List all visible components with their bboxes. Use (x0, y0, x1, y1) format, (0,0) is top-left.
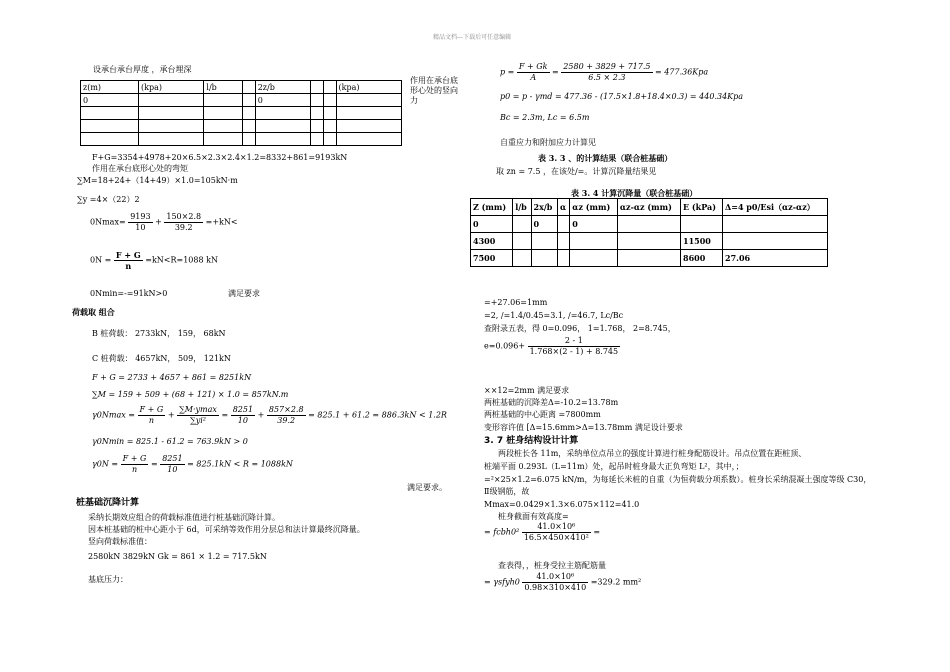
paragraph-line: 因本桩基础的桩中心距小于 6d，可采纳等效作用分层总和法计算最终沉降量。 (88, 525, 365, 534)
table-cell: 0 (81, 94, 139, 107)
numerator: F + G (115, 250, 141, 260)
paragraph-line: 查表得，，桩身受拉主筋配筋量 (498, 561, 606, 570)
table-cell (531, 250, 557, 267)
table-cell (723, 216, 828, 233)
b-pile-load (92, 329, 226, 339)
fraction (128, 212, 152, 233)
load-combination: 荷载取 组合 (72, 307, 115, 317)
table-cell (513, 233, 531, 250)
n-max-equation: 0Nmax= $\frac{9193}{10}$ + $\frac{150\times 2.8}{39.2}$ =+kN< (90, 212, 238, 232)
stress-table (80, 80, 402, 146)
denominator: 0.98×310×410 (524, 583, 587, 592)
numerator: 2580 + 3829 + 717.5 (563, 62, 651, 71)
numerator: F + G (139, 405, 164, 414)
side-note (410, 76, 458, 106)
denominator: 10 (167, 465, 178, 474)
table-row (81, 107, 402, 120)
table-header-cell (311, 81, 324, 94)
table-cell (243, 133, 256, 146)
paragraph-line: 采纳长期效应组合的荷载标准值进行桩基础沉降计算。 (88, 513, 280, 522)
table-header-cell (323, 81, 336, 94)
eq-lead: = γsfyh0 (484, 577, 520, 587)
sum-y (77, 195, 140, 205)
b-pile-label: B 桩荷载： (92, 329, 133, 338)
table-cell (336, 133, 401, 146)
alpha-s-equation: = fcbh0² $\frac{\text{41.0×10⁶}}{\text{16.5×450×410²}}$ = (484, 522, 601, 542)
numerator: ∑M·ymax (179, 405, 217, 414)
calc-line: 变形容许值 [Δ=15.6mm>Δ=13.78mm 满足设计要求 (484, 423, 683, 432)
numerator: 41.0×10⁶ (522, 572, 588, 583)
table-cell (243, 94, 256, 107)
table-cell: 8600 (681, 250, 723, 267)
table-cell (139, 107, 204, 120)
table-cell (204, 133, 243, 146)
table-cell: 7500 (471, 250, 513, 267)
table-cell (243, 120, 256, 133)
c-pile-load (92, 354, 231, 364)
numerator: 41.0×10⁶ (522, 522, 591, 533)
eq-lead: p = (500, 67, 515, 77)
table-cell (255, 120, 311, 133)
eq-tail: =329.2 mm² (590, 577, 642, 587)
denominator: A (530, 73, 537, 82)
calc-line: ××12=2mm 满足要求 (484, 386, 570, 395)
table-header-cell: (kpa) (139, 81, 204, 94)
fraction (177, 405, 219, 426)
table-row (81, 120, 402, 133)
table-cell (681, 216, 723, 233)
denominator: n (131, 465, 138, 474)
paragraph-line: 基底压力： (88, 575, 128, 584)
paragraph-line: 桩端平面 0.293L（L=11m）处，起吊时桩身最大正负弯矩 L²，其中，； (484, 462, 744, 471)
table-cell (323, 133, 336, 146)
table-cell: 27.06 (723, 250, 828, 267)
table-header-cell: Δ=4 p0/Esi（αz-αz） (723, 199, 828, 216)
table-header-cell: αz (mm) (570, 199, 618, 216)
table-header-cell: α (557, 199, 569, 216)
numerator: 8251 (162, 454, 183, 463)
denominator: ∑yi² (189, 416, 206, 425)
table-cell (323, 107, 336, 120)
table-header-cell: (kpa) (336, 81, 401, 94)
table-row (471, 250, 828, 267)
table-cell (139, 133, 204, 146)
denominator: 10 (135, 223, 146, 232)
sum-y-label: ∑y (77, 195, 88, 204)
n-avg-equation: 0N = $\frac{F + G}{n}$ =kN<R=1088 kN (90, 250, 218, 271)
eq-tail: = 477.36Kpa (655, 67, 709, 77)
table-cell (243, 107, 256, 120)
denominator: 6.5 × 2.3 (588, 73, 626, 82)
numerator: F + G (122, 454, 147, 463)
take-zn: 取 zn = 7.5 ，在该处/=。计算沉降量结果见 (496, 167, 657, 176)
table-cell (557, 250, 569, 267)
table-cell (311, 107, 324, 120)
denominator: 16.5×450×410² (523, 533, 589, 542)
fraction (267, 405, 306, 426)
table-header-cell: 2z/b (255, 81, 311, 94)
table-cell (617, 233, 680, 250)
table-cell (336, 120, 401, 133)
table-caption: 表 3. 3 、的计算结果（联合桩基础） (538, 153, 673, 163)
table-header-cell: Z (mm) (471, 199, 513, 216)
table-cell: 0 (570, 216, 618, 233)
table-cell (617, 250, 680, 267)
calc-line: 两桩基础的中心距离 =7800mm (484, 410, 601, 419)
table-cell (139, 94, 204, 107)
table-caption: 表 3. 4 计算沉降量（联合桩基础） (571, 188, 698, 198)
table-header-cell (243, 81, 256, 94)
numerator: 8251 (232, 405, 254, 414)
calc-line: =2, /=1.4/0.45=3.1, /=46.7, Lc/Bc (484, 311, 624, 320)
moment-note: 作用在承台底形心处的弯矩 (92, 164, 188, 173)
table-cell (81, 133, 139, 146)
numerator: 2 - 1 (528, 336, 621, 347)
bl-eq: Bc = 2.3m, Lc = 6.5m (500, 113, 590, 122)
calc-line: =+27.06=1mm (484, 298, 548, 307)
numerator: 9193 (130, 212, 151, 221)
as-equation (484, 572, 641, 593)
table-row (81, 94, 402, 107)
base-pressure-eq: p = $\frac{F + Gk}{A}$ = $\frac{2580 + 3829 + 717.5}{6.5 \times 2.3}$ = 477.36Kpa (500, 62, 709, 82)
table-header-cell: E (kPa) (681, 199, 723, 216)
table-cell (204, 107, 243, 120)
paragraph-line: 桩身截面有效高度= (498, 512, 569, 521)
satisfy-1: 满足要求 (228, 289, 260, 298)
eq-n-avg: γ0N = $\frac{F + G}{n}$ = $\frac{8251}{10}$ = 825.1kN < R = 1088kN (92, 454, 293, 474)
n-max-label: 0Nmax= (90, 217, 126, 227)
eq-lead: γ0N = (92, 459, 119, 469)
table-cell (513, 216, 531, 233)
n-min: 0Nmin=-=91kN>0 (90, 289, 168, 298)
c-pile-label: C 桩荷载： (92, 354, 133, 363)
fraction (114, 250, 143, 271)
table-header-cell: αz-αz (mm) (617, 199, 680, 216)
eq-n-min: γ0Nmin = 825.1 - 61.2 = 763.9kN > 0 (92, 437, 248, 446)
table-cell (81, 107, 139, 120)
numerator: 150×2.8 (166, 212, 202, 221)
side-note-line: 作用在承台底 (410, 76, 458, 85)
fraction (138, 405, 166, 426)
eq-tail: = 825.1 + 61.2 = 886.3kN < 1.2R (308, 410, 447, 420)
table-row (81, 133, 402, 146)
fraction (121, 454, 149, 475)
table-cell: 0 (471, 216, 513, 233)
table-cell (311, 94, 324, 107)
satisfy-2: 满足要求。 (407, 483, 447, 492)
paragraph-line: 两段桩长各 11m，采纳单位点吊立的强度计算进行桩身配筋设计。吊点位置在距桩顶、 (498, 449, 807, 458)
p0-eq: p0 = p - γmd = 477.36 - (17.5×1.8+18.4×0.3) = 440.34Kpa (500, 92, 744, 101)
n-avg-tail: =kN<R=1088 kN (145, 255, 218, 265)
table-cell: 0 (255, 94, 311, 107)
denominator: 39.2 (277, 416, 296, 425)
eq-n-max: γ0Nmax = $\frac{F + G}{n}$ + $\frac{\sum M\cdot ymax}{\text{∑yi²}}$ = $\frac{8251}{10}$ + $\frac{857\times 2.8}{39.2}$ = 825.1 + 61.2 = 886.3kN < 1.2R (92, 405, 447, 425)
denominator: 1.768×(2 - 1) + 8.745 (529, 347, 619, 356)
page-header: 精品文档---下载后可任意编辑 (433, 34, 512, 41)
table-cell (323, 120, 336, 133)
table-row (471, 233, 828, 250)
table-header-cell: l/b (513, 199, 531, 216)
eq-tail: = 825.1kN < R = 1088kN (187, 459, 293, 469)
fraction (522, 572, 588, 593)
side-note-line: 力 (410, 96, 418, 105)
eq-sum-m: ∑M = 159 + 509 + (68 + 121) × 1.0 = 857kN.m (92, 390, 289, 399)
eq-lead: = fcbh0² (484, 527, 520, 537)
table-cell: 4300 (471, 233, 513, 250)
table-cell (570, 233, 618, 250)
table-cell (336, 107, 401, 120)
e-equation (484, 336, 620, 357)
table-cell (311, 120, 324, 133)
intro-text: 设承台承台厚度 ，承台埋深 (93, 65, 192, 74)
table-row (471, 216, 828, 233)
table-cell (255, 133, 311, 146)
denominator: n (148, 416, 154, 425)
paragraph-line: Mmax=0.0429×1.3×6.075×112=41.0 (484, 500, 640, 509)
denominator: n (125, 261, 132, 271)
side-note-line: 形心处的竖向 (410, 86, 458, 95)
fraction (522, 522, 591, 543)
section-title: 3. 7 桩身结构设计计算 (484, 436, 579, 446)
settlement-table (470, 198, 828, 267)
denominator: 10 (237, 416, 248, 425)
fraction (231, 405, 255, 426)
numerator: 857×2.8 (268, 405, 304, 414)
table-cell (570, 250, 618, 267)
fraction (528, 336, 621, 357)
table-cell (723, 233, 828, 250)
paragraph-line: 竖向荷载标准值： (88, 537, 152, 546)
table-cell (557, 216, 569, 233)
numerator: F + Gk (518, 62, 548, 71)
section-title: 桩基础沉降计算 (76, 498, 140, 508)
eq-lead: e=0.096+ (484, 341, 526, 351)
calc-line: 两桩基础的沉降差Δ=-10.2=13.78m (484, 398, 619, 407)
table-header-cell: l/b (204, 81, 243, 94)
c-pile-values: 4657kN， 509， 121kN (135, 354, 231, 363)
paragraph-line: 2580kN 3829kN Gk = 861 × 1.2 = 717.5kN (88, 552, 267, 561)
table-cell (617, 216, 680, 233)
table-cell (513, 250, 531, 267)
paragraph-line: =²×25×1.2=6.075 kN/m，为每延长米桩的自重（为恒荷载分项系数）。桩身长采纳混凝土强度等级 C30， (484, 475, 872, 484)
sum-y-value: =4×（22）2 (89, 195, 140, 204)
table-cell: 11500 (681, 233, 723, 250)
b-pile-values: 2733kN， 159， 68kN (134, 329, 226, 338)
fraction (160, 454, 184, 475)
table-cell: 0 (531, 216, 557, 233)
table-cell (204, 94, 243, 107)
eq-fg: F + G = 2733 + 4657 + 861 = 8251kN (92, 373, 252, 382)
table-header-cell: 2x/b (531, 199, 557, 216)
table-cell (255, 107, 311, 120)
table-cell (81, 120, 139, 133)
table-cell (311, 133, 324, 146)
fraction (561, 62, 652, 83)
paragraph-line: Ⅱ级钢筋，故 (484, 487, 530, 496)
table-header-cell: z(m) (81, 81, 139, 94)
sum-m: ∑M=18+24+（14+49）×1.0=105kN·m (77, 176, 238, 185)
table-cell (557, 233, 569, 250)
fraction (517, 62, 550, 83)
table-cell (323, 94, 336, 107)
stress-note: 自重应力和附加应力计算见 (500, 138, 596, 147)
table-cell (531, 233, 557, 250)
n-max-tail: =+kN< (205, 217, 238, 227)
eq-lead: γ0Nmax = (92, 410, 135, 420)
fg-line: F+G=3354+4978+20×6.5×2.3×2.4×1.2=8332+861=9193kN (92, 153, 348, 162)
table-cell (139, 120, 204, 133)
table-header-row (81, 81, 402, 94)
calc-line: 查附录五表，得 0=0.096， 1=1.768， 2=8.745， (484, 324, 676, 333)
table-cell (336, 94, 401, 107)
table-cell (204, 120, 243, 133)
denominator: 39.2 (174, 223, 193, 232)
fraction (164, 212, 203, 233)
